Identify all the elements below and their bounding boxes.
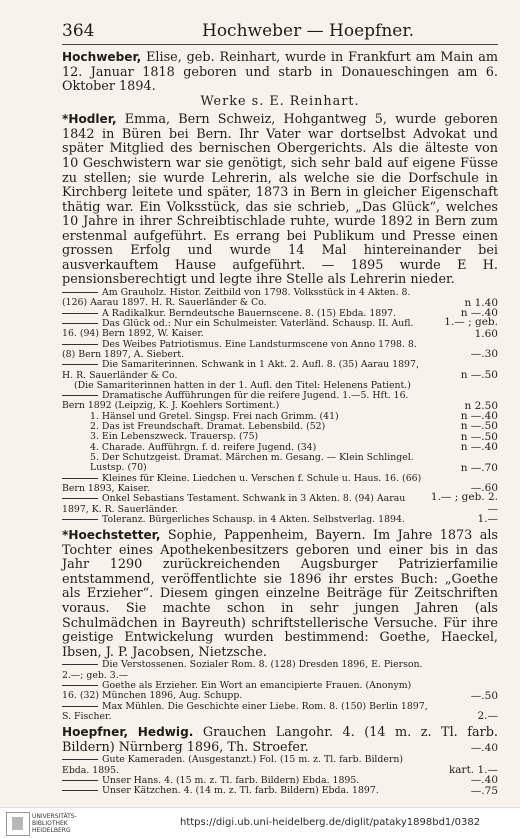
work-price: 1.— ; geb. 2.— bbox=[430, 490, 498, 515]
library-logo-icon bbox=[6, 812, 30, 836]
work-item bbox=[62, 681, 498, 702]
work-price: —.75 bbox=[470, 784, 498, 797]
work-price: n —.70 bbox=[460, 461, 498, 474]
viewer-footer bbox=[0, 807, 520, 838]
work-price: n —.50 bbox=[460, 420, 498, 433]
work-title: 5. Der Schutzgeist. Dramat. Märchen m. Gesang. — Klein Schlingel. Lustsp. (70) bbox=[90, 452, 414, 474]
work-price: n —.50 bbox=[460, 368, 498, 381]
work-price: n —.50 bbox=[460, 430, 498, 443]
work-price: n —.40 bbox=[460, 441, 498, 453]
work-item bbox=[62, 315, 498, 340]
lexicon-entry bbox=[62, 112, 498, 525]
author-name: *Hoechstetter, bbox=[62, 528, 161, 543]
work-price: kart. 1.— bbox=[448, 763, 498, 776]
running-title: Hochweber — Hoepfner. bbox=[202, 21, 414, 41]
work-title: Am Grauholz. Histor. Zeitbild von 1798. Volksstück in 4 Akten. 8. (126) Aarau 1897. H. R. Sauerländer & Co. bbox=[62, 287, 411, 309]
work-price: n 2.50 bbox=[464, 399, 498, 412]
work-price: 2.— bbox=[477, 710, 498, 723]
work-price: 1.— ; geb. 1.60 bbox=[444, 315, 498, 340]
biography-text: Grauchen Langohr. 4. (14 m. z. Tl. farb. Bildern) Nürnberg 1896, Th. Stroefer. bbox=[62, 725, 498, 755]
ditto-dash bbox=[62, 685, 98, 686]
author-name: Hochweber, bbox=[62, 50, 142, 64]
work-title: Das Glück od.: Nur ein Schulmeister. Vaterländ. Schausp. II. Aufl. 16. (94) Bern 1892, W. Kaiser. bbox=[62, 317, 414, 340]
ditto-dash bbox=[62, 344, 98, 345]
work-title: Gute Kameraden. (Ausgestanzt.) Fol. (15 m. z. Tl. farb. Bildern) Ebda. 1895. bbox=[62, 754, 404, 776]
work-title: Unser Hans. 4. (15 m. z. Tl. farb. Bildern) Ebda. 1895. bbox=[102, 774, 360, 786]
work-price: —.30 bbox=[470, 348, 498, 361]
work-title: Des Weibes Patriotismus. Eine Landsturmscene von Anno 1798. 8. (8) Bern 1897, A. Siebert. bbox=[62, 338, 417, 360]
lexicon-content bbox=[62, 50, 498, 800]
work-price: n —.40 bbox=[460, 306, 498, 319]
lexicon-entry bbox=[62, 725, 498, 796]
ditto-dash bbox=[62, 313, 98, 314]
ditto-dash bbox=[62, 664, 98, 665]
work-item bbox=[62, 391, 498, 412]
work-title: A Radikalkur. Berndeutsche Bauernscene. 8. (15) Ebda. 1897. bbox=[102, 307, 397, 319]
work-item bbox=[62, 755, 498, 776]
biography-text: Sophie, Pappenheim, Bayern. Im Jahre 1873 als Tochter eines Apothekenbesitzers geboren und einer bis in das Jahr 1290 zurückreichenden Augsburger Patrizierfamilie entstammend, veröffentlichte sie 1896 ihr erstes Buch: „Goethe als Erzieher“. Diesem gingen einzelne Beiträge für Zeitschriften voraus. Sie machte schon in sehr jungen Jahren (als Schulmädchen in Bayreuth) schriftstellerische Versuche. Für ihre geistige Entwickelung wurden bestimmend: Goethe, Haeckel, Ibsen, J. P. Jacobsen, Nietzsche. bbox=[62, 528, 498, 660]
ditto-dash bbox=[62, 706, 98, 707]
ditto-dash bbox=[62, 292, 98, 293]
biography-text: Emma, Bern Schweiz, Hohgantweg 5, wurde geboren 1842 in Büren bei Bern. Ihr Vater war dortselbst Advokat und später Mitglied des bernischen Obergerichts. Als die älteste von 10 Geschwistern war sie genötigt, sich sehr bald auf eigene Füsse zu stellen; sie wurde Lehrerin, als welche sie die Dorfschule in Kirchberg leitete und später, 1873 in Bern in gleicher Eigenschaft thätig war. Ein Volksstück, das sie schrieb, „Das Glück“, welches 10 Jahre in ihrer Schreibtischlade ruhte, wurde 1892 in Bern zum erstenmal aufgeführt. Es errang bei Publikum und Presse einen grossen Erfolg und wurde 14 Mal hintereinander bei ausverkauftem Hause aufgeführt. — 1895 wurde E H. pensionsberechtigt und legte ihre Stelle als Lehrerin nieder. bbox=[62, 112, 498, 288]
author-name: *Hodler, bbox=[62, 112, 117, 127]
entry-biography bbox=[62, 528, 498, 660]
work-price: —.40 bbox=[470, 741, 498, 754]
work-title: Die Verstossenen. Sozialer Rom. 8. (128) Dresden 1896, E. Pierson. 2.—; geb. 3.— bbox=[62, 659, 423, 681]
sub-work-item bbox=[62, 453, 498, 474]
entry-separator bbox=[62, 797, 498, 800]
author-name: Hoepfner, Hedwig. bbox=[62, 725, 194, 740]
work-item bbox=[62, 360, 498, 381]
work-price: n 1.40 bbox=[464, 296, 498, 309]
entry-biography bbox=[62, 50, 498, 95]
work-price: —.50 bbox=[470, 689, 498, 702]
ditto-dash bbox=[62, 780, 98, 781]
ditto-dash bbox=[62, 790, 98, 791]
work-item bbox=[62, 340, 498, 361]
work-title: Kleines für Kleine. Liedchen u. Verschen f. Schule u. Haus. 16. (66) Bern 1893, Kaiser. bbox=[62, 472, 422, 494]
lexicon-entry bbox=[62, 50, 498, 109]
work-title: Toleranz. Bürgerliches Schausp. in 4 Akten. Selbstverlag. 1894. bbox=[102, 513, 405, 525]
work-title: 1. Hänsel und Gretel. Singsp. Frei nach Grimm. (41) bbox=[90, 410, 339, 422]
page-header bbox=[62, 18, 498, 45]
ditto-dash bbox=[62, 478, 98, 479]
work-title: (Die Samariterinnen hatten in der 1. Aufl. den Titel: Helenens Patient.) bbox=[74, 379, 411, 391]
work-title: Unser Kätzchen. 4. (14 m. z. Tl. farb. Bildern) Ebda. 1897. bbox=[102, 785, 379, 797]
work-item bbox=[62, 490, 498, 515]
entry-biography bbox=[62, 112, 498, 288]
work-price: 1.— bbox=[477, 513, 498, 526]
work-item bbox=[62, 515, 498, 525]
work-price: —.60 bbox=[470, 482, 498, 495]
work-price: —.40 bbox=[470, 774, 498, 787]
ditto-dash bbox=[62, 323, 98, 324]
lexicon-entry bbox=[62, 528, 498, 722]
library-name: UNIVERSITÄTS- BIBLIOTHEK HEIDELBERG bbox=[32, 813, 77, 834]
work-title: Goethe als Erzieher. Ein Wort an emancipierte Frauen. (Anonym) 16. (32) München 1896, Aug. Schupp. bbox=[62, 679, 412, 702]
work-price: n —.40 bbox=[460, 410, 498, 423]
permalink[interactable]: https://digi.ub.uni-heidelberg.de/diglit/pataky1898bd1/0382 bbox=[180, 817, 481, 828]
work-title: 3. Ein Lebenszweck. Trauersp. (75) bbox=[90, 431, 259, 443]
work-title: Onkel Sebastians Testament. Schwank in 3 Akten. 8. (94) Aarau 1897, K. R. Sauerländer. bbox=[62, 493, 406, 515]
work-title: Dramatische Aufführungen für die reifere Jugend. 1.—5. Hft. 16. Bern 1892 (Leipzig, K. J. Koehlers Sortiment.) bbox=[62, 390, 409, 412]
work-title: 2. Das ist Freundschaft. Dramat. Lebensbild. (52) bbox=[90, 421, 326, 433]
work-title: Die Samariterinnen. Schwank in 1 Akt. 2. Aufl. 8. (35) Aarau 1897, H. R. Sauerländer & Co. bbox=[62, 359, 419, 381]
ditto-dash bbox=[62, 759, 98, 760]
ditto-dash bbox=[62, 498, 98, 499]
page-number: 364 bbox=[62, 21, 95, 41]
work-title: Max Mühlen. Die Geschichte einer Liebe. Rom. 8. (150) Berlin 1897, S. Fischer. bbox=[62, 700, 428, 722]
works-reference: Werke s. E. Reinhart. bbox=[200, 93, 360, 109]
work-item bbox=[62, 288, 498, 309]
ditto-dash bbox=[62, 519, 98, 520]
work-item bbox=[62, 660, 498, 681]
entry-biography bbox=[62, 725, 498, 755]
biography-text: Elise, geb. Reinhart, wurde in Frankfurt am Main am 12. Januar 1818 geboren und starb in Donaueschingen am 6. Oktober 1894. bbox=[62, 50, 498, 95]
ditto-dash bbox=[62, 364, 98, 365]
ditto-dash bbox=[62, 395, 98, 396]
work-item bbox=[62, 702, 498, 723]
work-item bbox=[62, 786, 498, 796]
work-title: 4. Charade. Aufführgn. f. d. reifere Jugend. (34) bbox=[90, 441, 317, 453]
